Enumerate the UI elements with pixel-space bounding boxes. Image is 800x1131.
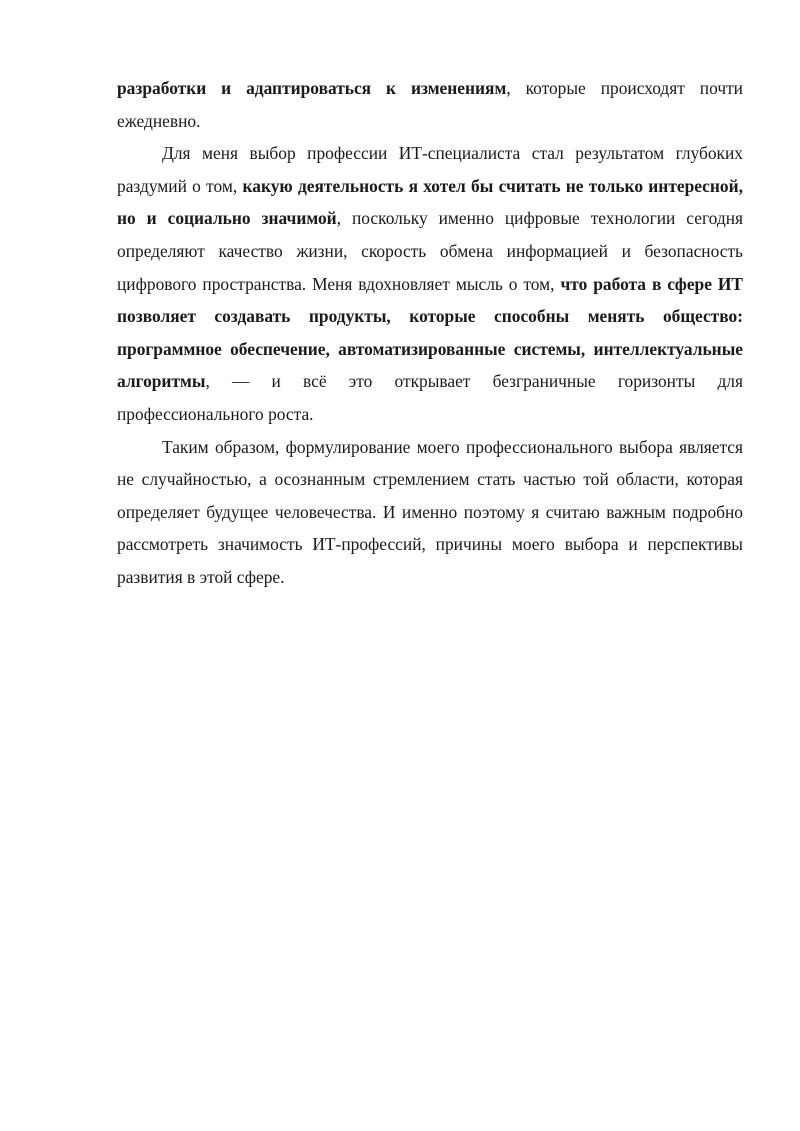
paragraph-2-run-5: , — и всё это открывает безграничные горизонты для профессионального роста.	[117, 371, 743, 424]
paragraph-2-bold-run-2: какую деятельность я хотел бы считать не только интересной, но и социально значимой	[117, 175, 743, 229]
paragraph-2-run-3: , поскольку именно цифровые технологии сегодня определяют качество жизни, скорость обмена информацией и безопасность цифрового пространства. Меня вдохновляет мысль о том,	[117, 208, 743, 294]
paragraph-3-run-1: Таким образом, формулирование моего профессионального выбора является не случайностью, а осознанным стремлением стать частью той области, которая определяет будущее человечества. И именно поэтому я считаю важным подробно рассмотреть значимость ИТ-профессий, причины моего выбора и перспективы развития в этой сфере.	[117, 436, 743, 587]
paragraph-1-bold-run-1: разработки и адаптироваться к изменениям	[117, 78, 507, 98]
paragraph-1-run-2: , которые происходят почти ежедневно.	[117, 78, 743, 131]
document-body	[117, 72, 743, 594]
paragraph-2-run-1: Для меня выбор профессии ИТ-специалиста стал результатом глубоких раздумий о том,	[117, 143, 743, 196]
paragraph-3	[117, 431, 743, 594]
paragraph-1	[117, 72, 743, 137]
paragraph-2	[117, 137, 743, 430]
paragraph-2-bold-run-4: что работа в сфере ИТ позволяет создавать продукты, которые способны менять общество: программное обеспечение, автоматизированные системы, интеллектуальные алгоритмы	[117, 273, 743, 392]
